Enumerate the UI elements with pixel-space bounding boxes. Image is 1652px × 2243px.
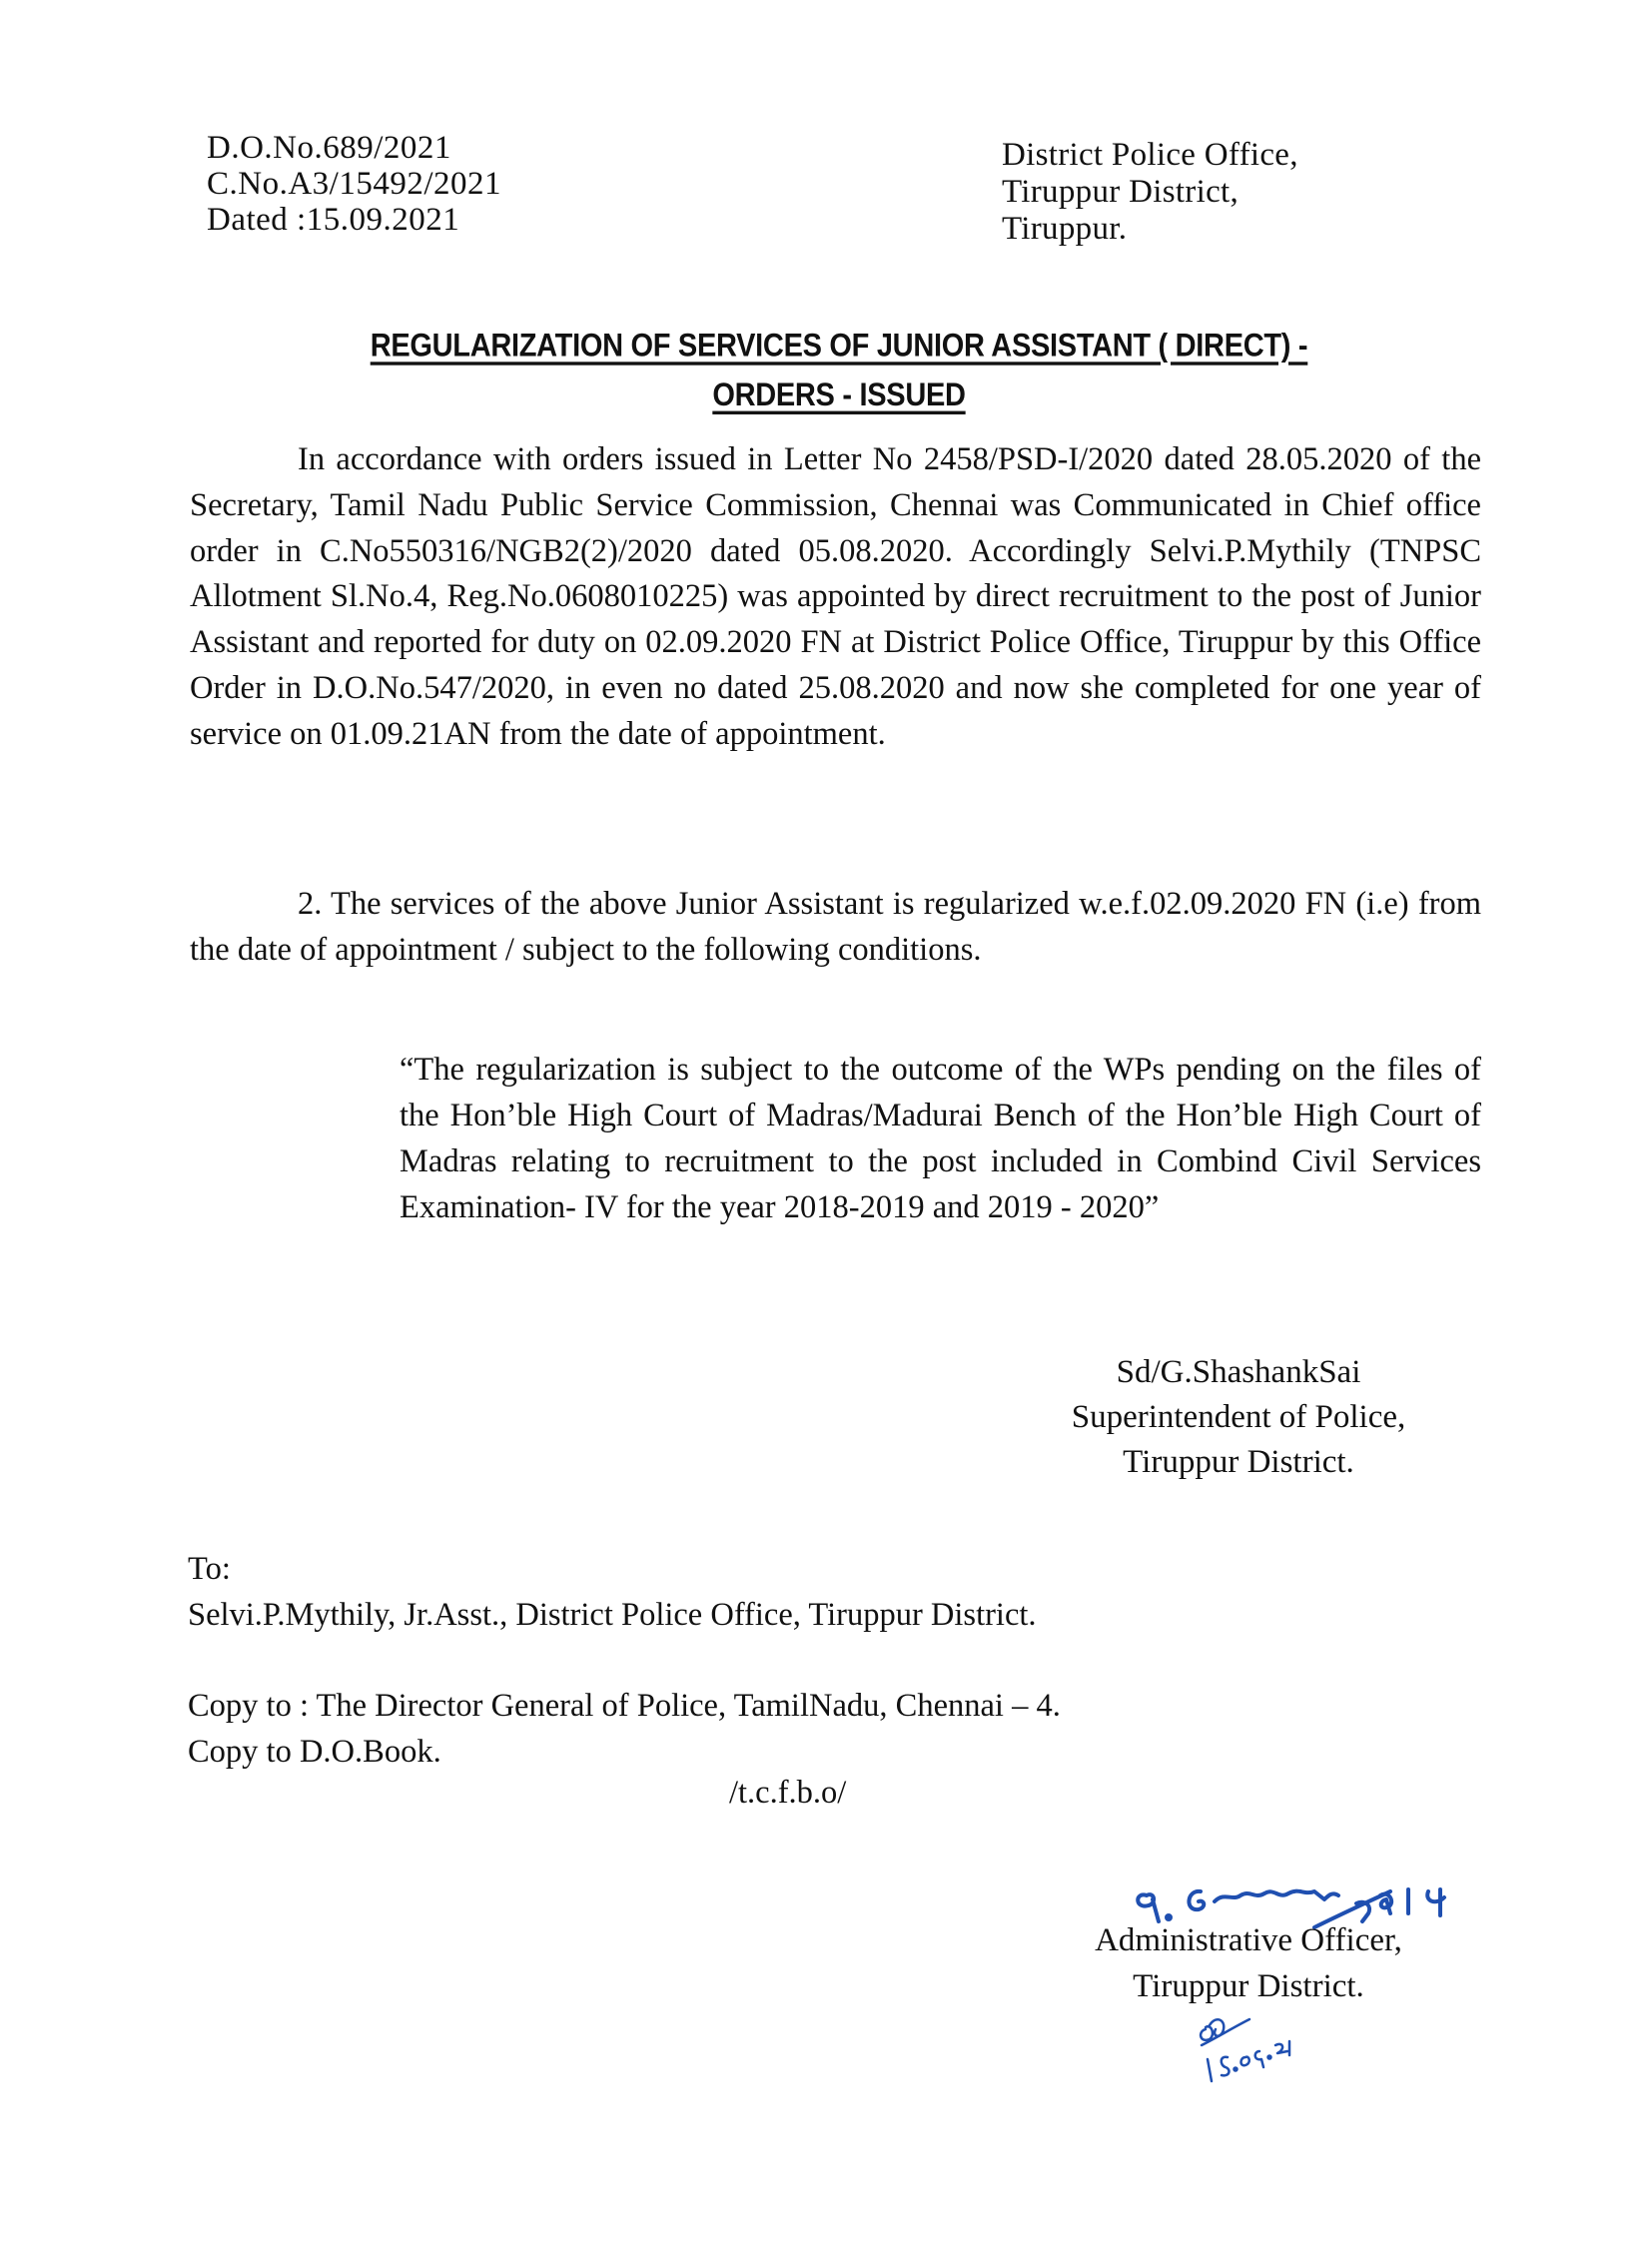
paragraph-1-text: In accordance with orders issued in Letter No 2458/PSD-I/2020 dated 28.05.2020 of the Secretary, Tamil Nadu Public Service Commission, Chennai was Communicated in Chief office order in C.No550316/NGB2(2)/2020 dated 05.08.2020. Accordingly Selvi.P.Mythily (TNPSC Allotment Sl.No.4, Reg.No.0608010225) was appointed by direct recruitment to the post of Junior Assistant and reported for duty on 02.09.2020 FN at District Police Office, Tiruppur by this Office Order in D.O.No.547/2020, in even no dated 25.08.2020 and now she completed for one year of service on 01.09.21AN from the date of appointment.: [190, 441, 1481, 752]
office-address: [1002, 137, 1298, 248]
address-line-3: Tiruppur.: [1002, 211, 1128, 247]
condition-quote: “The regularization is subject to the outcome of the WPs pending on the files of the Hon’ble High Court of Madras/Madurai Bench of the Hon’ble High Court of Madras relating to recruitment to the post included in Combind Civil Services Examination- IV for the year 2018-2019 and 2019 - 2020”: [400, 1052, 1481, 1225]
handwritten-initial-icon: [1194, 2005, 1303, 2090]
reference-block: [207, 130, 501, 238]
signatory-district: Tiruppur District.: [1123, 1444, 1354, 1480]
address-line-1: District Police Office,: [1002, 137, 1298, 173]
true-copy-mark: /t.c.f.b.o/: [729, 1775, 847, 1811]
attestation-block: [1039, 1917, 1458, 2009]
do-number: D.O.No.689/2021: [207, 130, 451, 166]
attestation-designation: Administrative Officer,: [1095, 1922, 1402, 1958]
date-issued: Dated :15.09.2021: [207, 202, 460, 238]
attestation-district: Tiruppur District.: [1133, 1968, 1364, 2004]
copy-to-block: [188, 1683, 1061, 1775]
body-paragraph-2: [190, 882, 1481, 974]
recipient-block: [188, 1546, 1037, 1638]
copy-to-book: Copy to D.O.Book.: [188, 1734, 441, 1770]
subject-line-1: REGULARIZATION OF SERVICES OF JUNIOR ASSISTANT ( DIRECT) -: [370, 328, 1308, 365]
subject-line-2: ORDERS - ISSUED: [712, 377, 966, 413]
subject-heading: [180, 322, 1498, 420]
to-label: To:: [188, 1551, 231, 1587]
paragraph-2-text: 2. The services of the above Junior Assistant is regularized w.e.f.02.09.2020 FN (i.e) from the date of appointment / subject to the following conditions.: [190, 886, 1481, 968]
body-paragraph-1: [190, 437, 1481, 758]
address-line-2: Tiruppur District,: [1002, 174, 1239, 210]
recipient-address: Selvi.P.Mythily, Jr.Asst., District Police Office, Tiruppur District.: [188, 1597, 1037, 1633]
signatory-block: [1029, 1350, 1448, 1485]
c-number: C.No.A3/15492/2021: [207, 166, 502, 202]
signatory-designation: Superintendent of Police,: [1071, 1399, 1406, 1435]
signatory-name: Sd/G.ShashankSai: [1116, 1354, 1361, 1390]
copy-to-dgp: Copy to : The Director General of Police, TamilNadu, Chennai – 4.: [188, 1688, 1061, 1724]
